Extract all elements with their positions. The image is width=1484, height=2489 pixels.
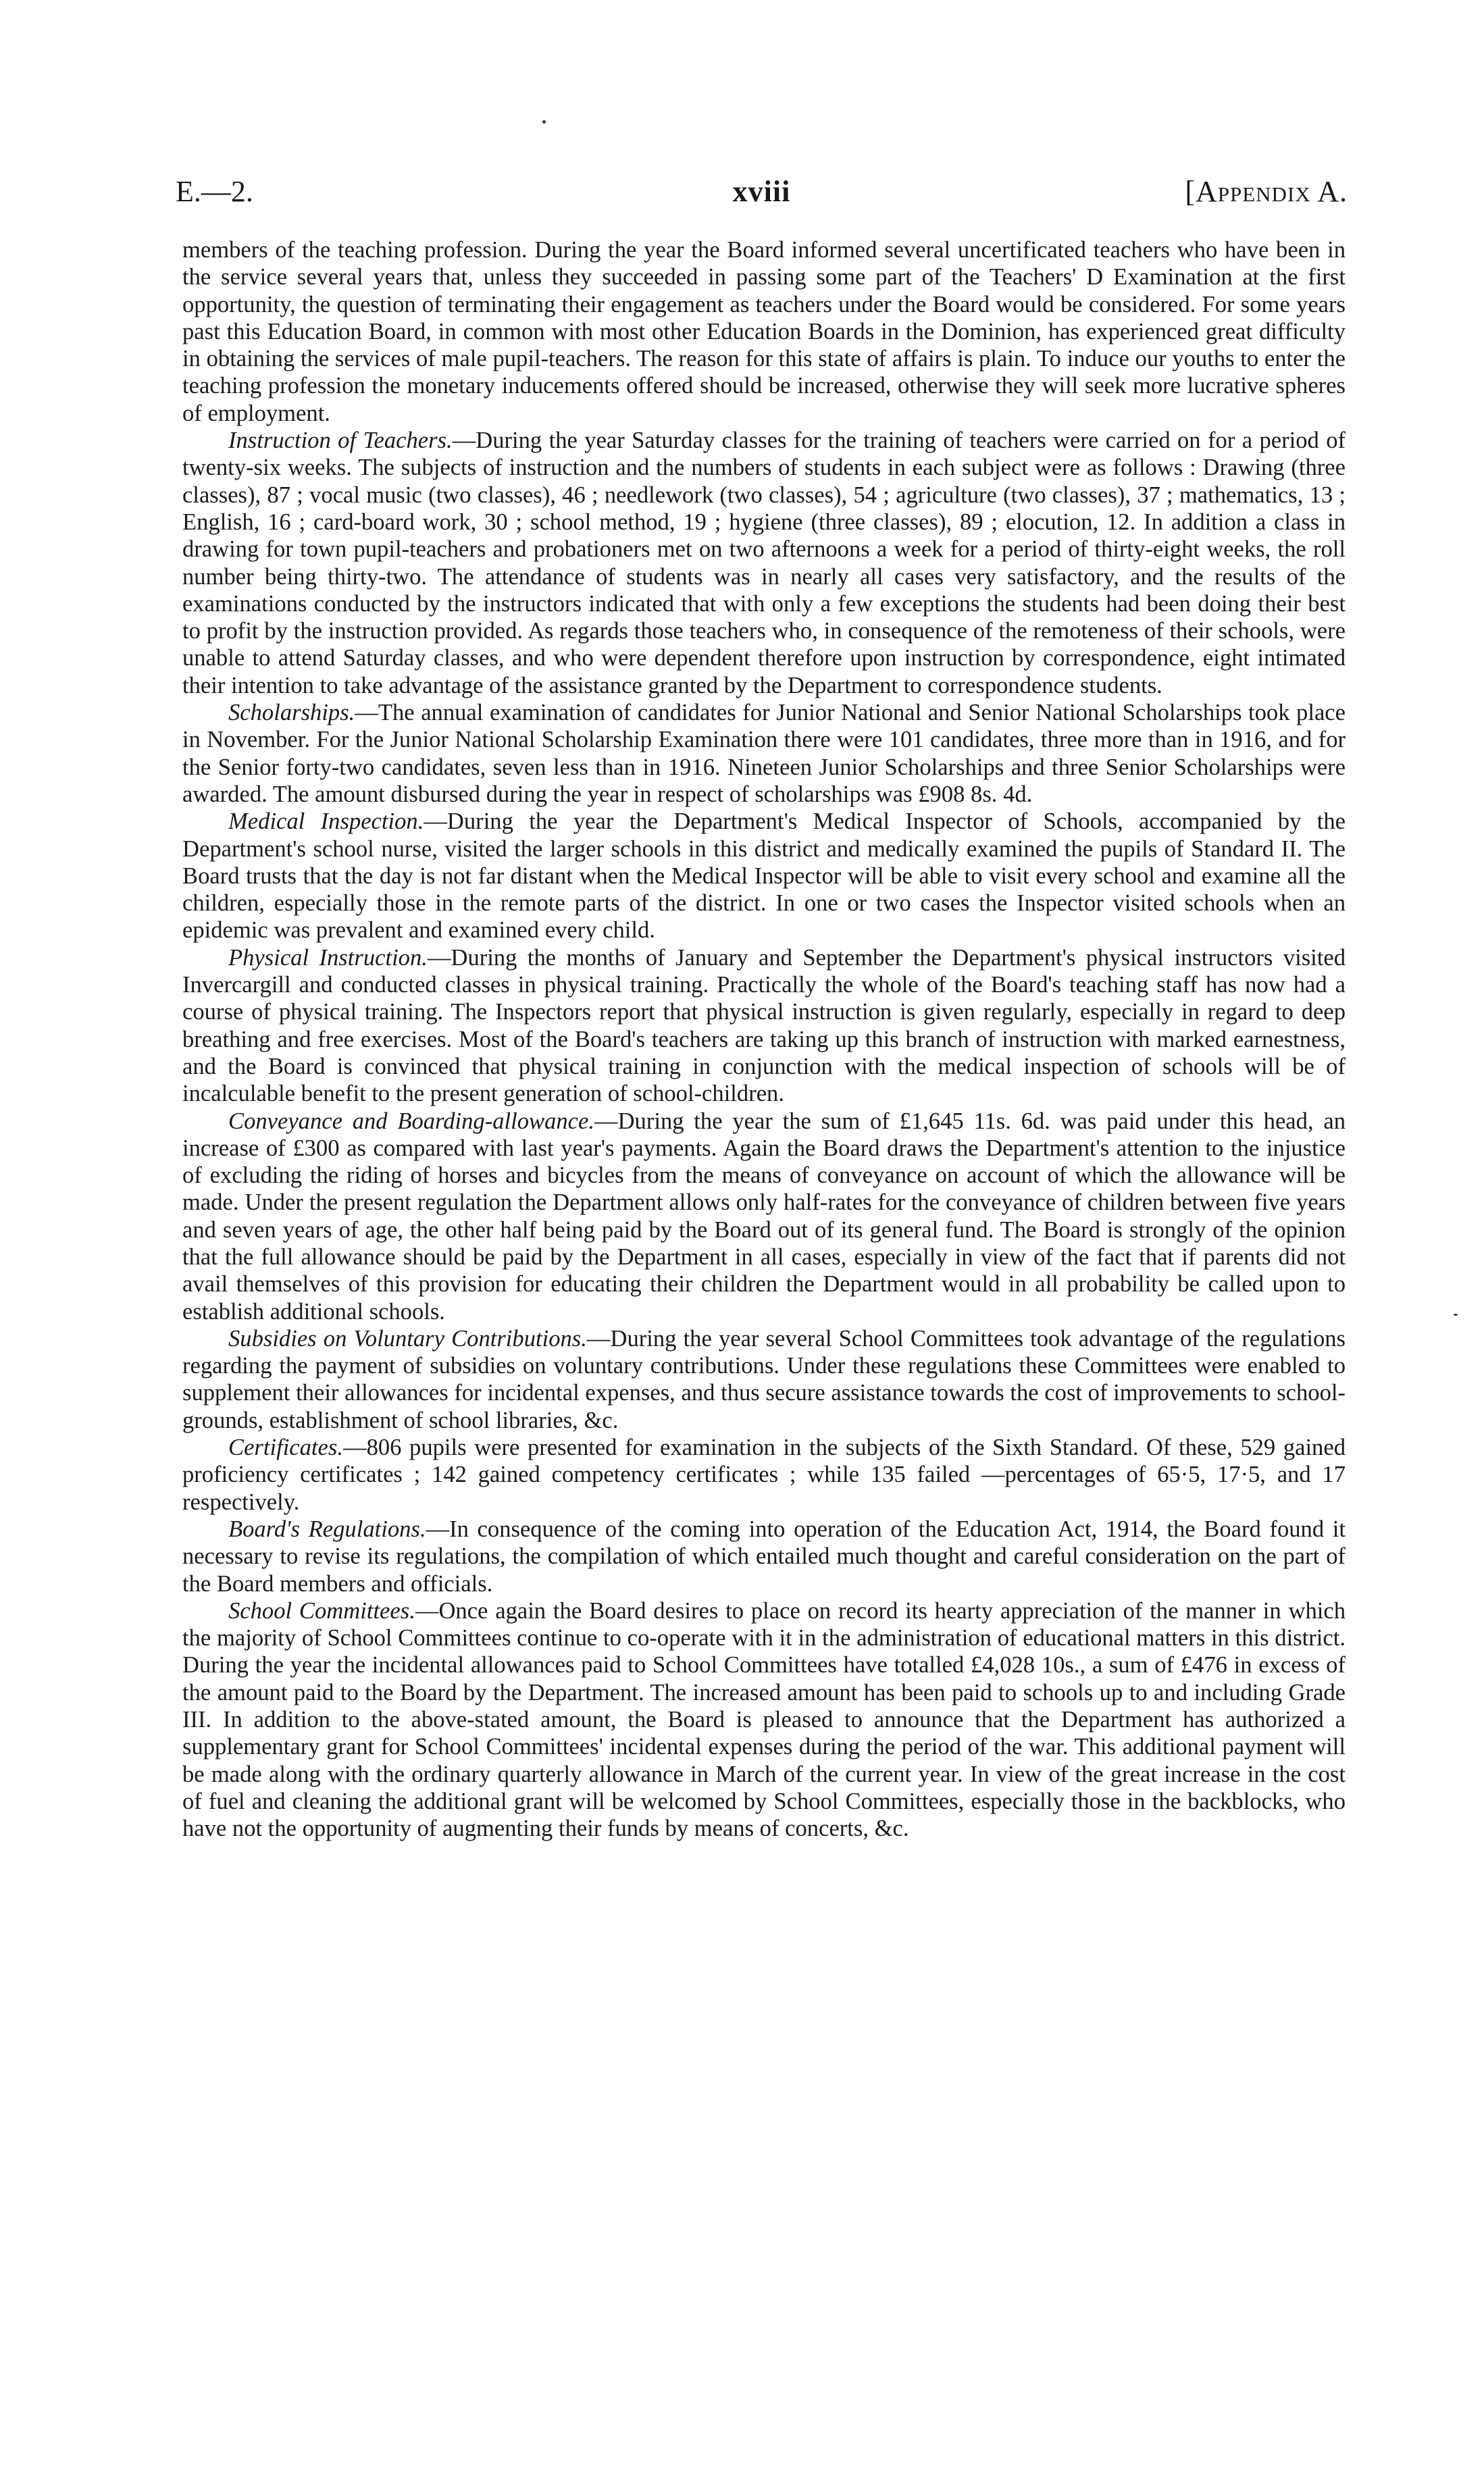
paragraph-instruction-of-teachers xyxy=(182,427,1346,699)
paragraph-certificates xyxy=(182,1434,1346,1516)
ink-speck xyxy=(1454,1314,1458,1316)
paragraph-scholarships xyxy=(182,699,1346,808)
section-heading: Medical Inspection. xyxy=(228,809,424,835)
paragraph-boards-regulations xyxy=(182,1516,1346,1597)
paragraph-school-committees xyxy=(182,1597,1346,1843)
section-heading: Board's Regulations. xyxy=(228,1516,426,1542)
section-heading: Physical Instruction. xyxy=(228,944,428,971)
paragraph-physical-instruction xyxy=(182,944,1346,1108)
paragraph-text: —In consequence of the coming into operation of the Education Act, 1914, the Board found it necessary to revise its regulations, the compilation of which entailed much thought and careful consideration on the part of the Board members and officials. xyxy=(182,1516,1346,1597)
page-number: xviii xyxy=(732,175,791,208)
page-header xyxy=(176,174,1348,215)
section-heading: School Committees. xyxy=(228,1597,415,1624)
section-heading: Subsidies on Voluntary Contributions. xyxy=(228,1325,587,1352)
paragraph-text: —During the year Saturday classes for the training of teachers were carried on for a period of twenty-six weeks. The subjects of instruction and the numbers of students in each subject were as follows : Drawing (three classes), 87 ; vocal music (two classes), 46 ; needlework (two classes), 54 ; agriculture (two classes), 37 ; mathematics, 13 ; English, 16 ; card-board work, 30 ; school method, 19 ; hygiene (three classes), 89 ; elocution, 12. In addition a class in drawing for town pupil-teachers and probationers met on two afternoons a week for a period of thirty-eight weeks, the roll number being thirty-two. The attendance of students was in nearly all cases very satisfactory, and the results of the examinations conducted by the instructors indicated that with only a few exceptions the students had been doing their best to profit by the instruction provided. As regards those teachers who, in consequence of the remoteness of their schools, were unable to attend Saturday classes, and who were dependent therefore upon instruction by correspondence, eight intimated their intention to take advantage of the assistance granted by the Department to correspondence students. xyxy=(182,428,1346,698)
section-heading: Conveyance and Boarding-allowance. xyxy=(228,1108,594,1134)
paragraph-text: —During the year the Department's Medical Inspector of Schools, accompanied by the Department's school nurse, visited the larger schools in this district and medically examined the pupils of Standard II. The Board trusts that the day is not far distant when the Medical Inspector will be able to visit every school and examine all the children, especially those in the remote parts of the district. In one or two cases the Inspector visited schools when an epidemic was prevalent and examined every child. xyxy=(182,809,1346,944)
appendix-label: [Appendix A. xyxy=(1185,175,1348,208)
section-heading: Instruction of Teachers. xyxy=(228,428,453,454)
section-heading: Scholarships. xyxy=(228,700,355,726)
paragraph-text: —During the months of January and September the Department's physical instructors visited Invercargill and conducted classes in physical training. Practically the whole of the Board's teaching staff has now had a course of physical training. The Inspectors report that physical instruction is given regularly, especially in regard to deep breathing and free exercises. Most of the Board's teachers are taking up this branch of instruction with marked earnestness, and the Board is convinced that physical training in conjunction with the medical inspection of schools will be of incalculable benefit to the present generation of school-children. xyxy=(182,944,1346,1107)
report-body xyxy=(182,236,1346,1843)
paragraph-text: —The annual examination of candidates for Junior National and Senior National Scholarships took place in November. For the Junior National Scholarship Examination there were 101 candidates, three more than in 1916, and for the Senior forty-two candidates, seven less than in 1916. Nineteen Junior Scholarships and three Senior Scholarships were awarded. The amount disbursed during the year in respect of scholarships was £908 8s. 4d. xyxy=(182,700,1346,807)
paragraph-conveyance xyxy=(182,1108,1346,1325)
section-heading: Certificates. xyxy=(228,1435,343,1461)
paragraph-teaching-profession xyxy=(182,236,1346,427)
paragraph-medical-inspection xyxy=(182,808,1346,944)
paragraph-text: —Once again the Board desires to place on record its hearty appreciation of the manner in which the majority of School Committees continue to co-operate with it in the administration of educational matters in this district. During the year the incidental allowances paid to School Committees have totalled £4,028 10s., a sum of £476 in excess of the amount paid to the Board by the Department. The increased amount has been paid to schools up to and including Grade III. In addition to the above-stated amount, the Board is pleased to announce that the Department has authorized a supplementary grant for School Committees' incidental expenses during the period of the war. This additional payment will be made along with the ordinary quarterly allowance in March of the current year. In view of the great increase in the cost of fuel and cleaning the additional grant will be welcomed by School Committees, especially those in the backblocks, who have not the opportunity of augmenting their funds by means of concerts, &c. xyxy=(182,1597,1346,1842)
paragraph-text: —During the year the sum of £1,645 11s. 6d. was paid under this head, an increase of £300 as compared with last year's payments. Again the Board draws the Department's attention to the injustice of excluding the riding of horses and bicycles from the means of conveyance on account of which the allowance will be made. Under the present regulation the Department allows only half-rates for the conveyance of children between five years and seven years of age, the other half being paid by the Board out of its general fund. The Board is strongly of the opinion that the full allowance should be paid by the Department in all cases, especially in view of the fact that if parents did not avail themselves of this provision for educating their children the Department would in all probability be called upon to establish additional schools. xyxy=(182,1108,1346,1325)
paragraph-text: —During the year several School Committees took advantage of the regulations regarding the payment of subsidies on voluntary contributions. Under these regulations these Committees were enabled to supplement their allowances for incidental expenses, and thus secure assistance towards the cost of improvements to school-grounds, establishment of school libraries, &c. xyxy=(182,1325,1346,1433)
paragraph-text: members of the teaching profession. During the year the Board informed several uncertificated teachers who have been in the service several years that, unless they succeeded in passing some part of the Teachers' D Examination at the first opportunity, the question of terminating their engagement as teachers under the Board would be considered. For some years past this Education Board, in common with most other Education Boards in the Dominion, has experienced great difficulty in obtaining the services of male pupil-teachers. The reason for this state of affairs is plain. To induce our youths to enter the teaching profession the monetary inducements offered should be increased, otherwise they will seek more lucrative spheres of employment. xyxy=(182,237,1346,426)
paragraph-subsidies xyxy=(182,1325,1346,1434)
document-reference: E.—2. xyxy=(176,175,253,208)
paragraph-text: —806 pupils were presented for examination in the subjects of the Sixth Standard. Of these, 529 gained proficiency certificates ; 142 gained competency certificates ; while 135 failed —percentages of 65·5, 17·5, and 17 respectively. xyxy=(182,1435,1346,1515)
ink-speck xyxy=(542,120,546,124)
